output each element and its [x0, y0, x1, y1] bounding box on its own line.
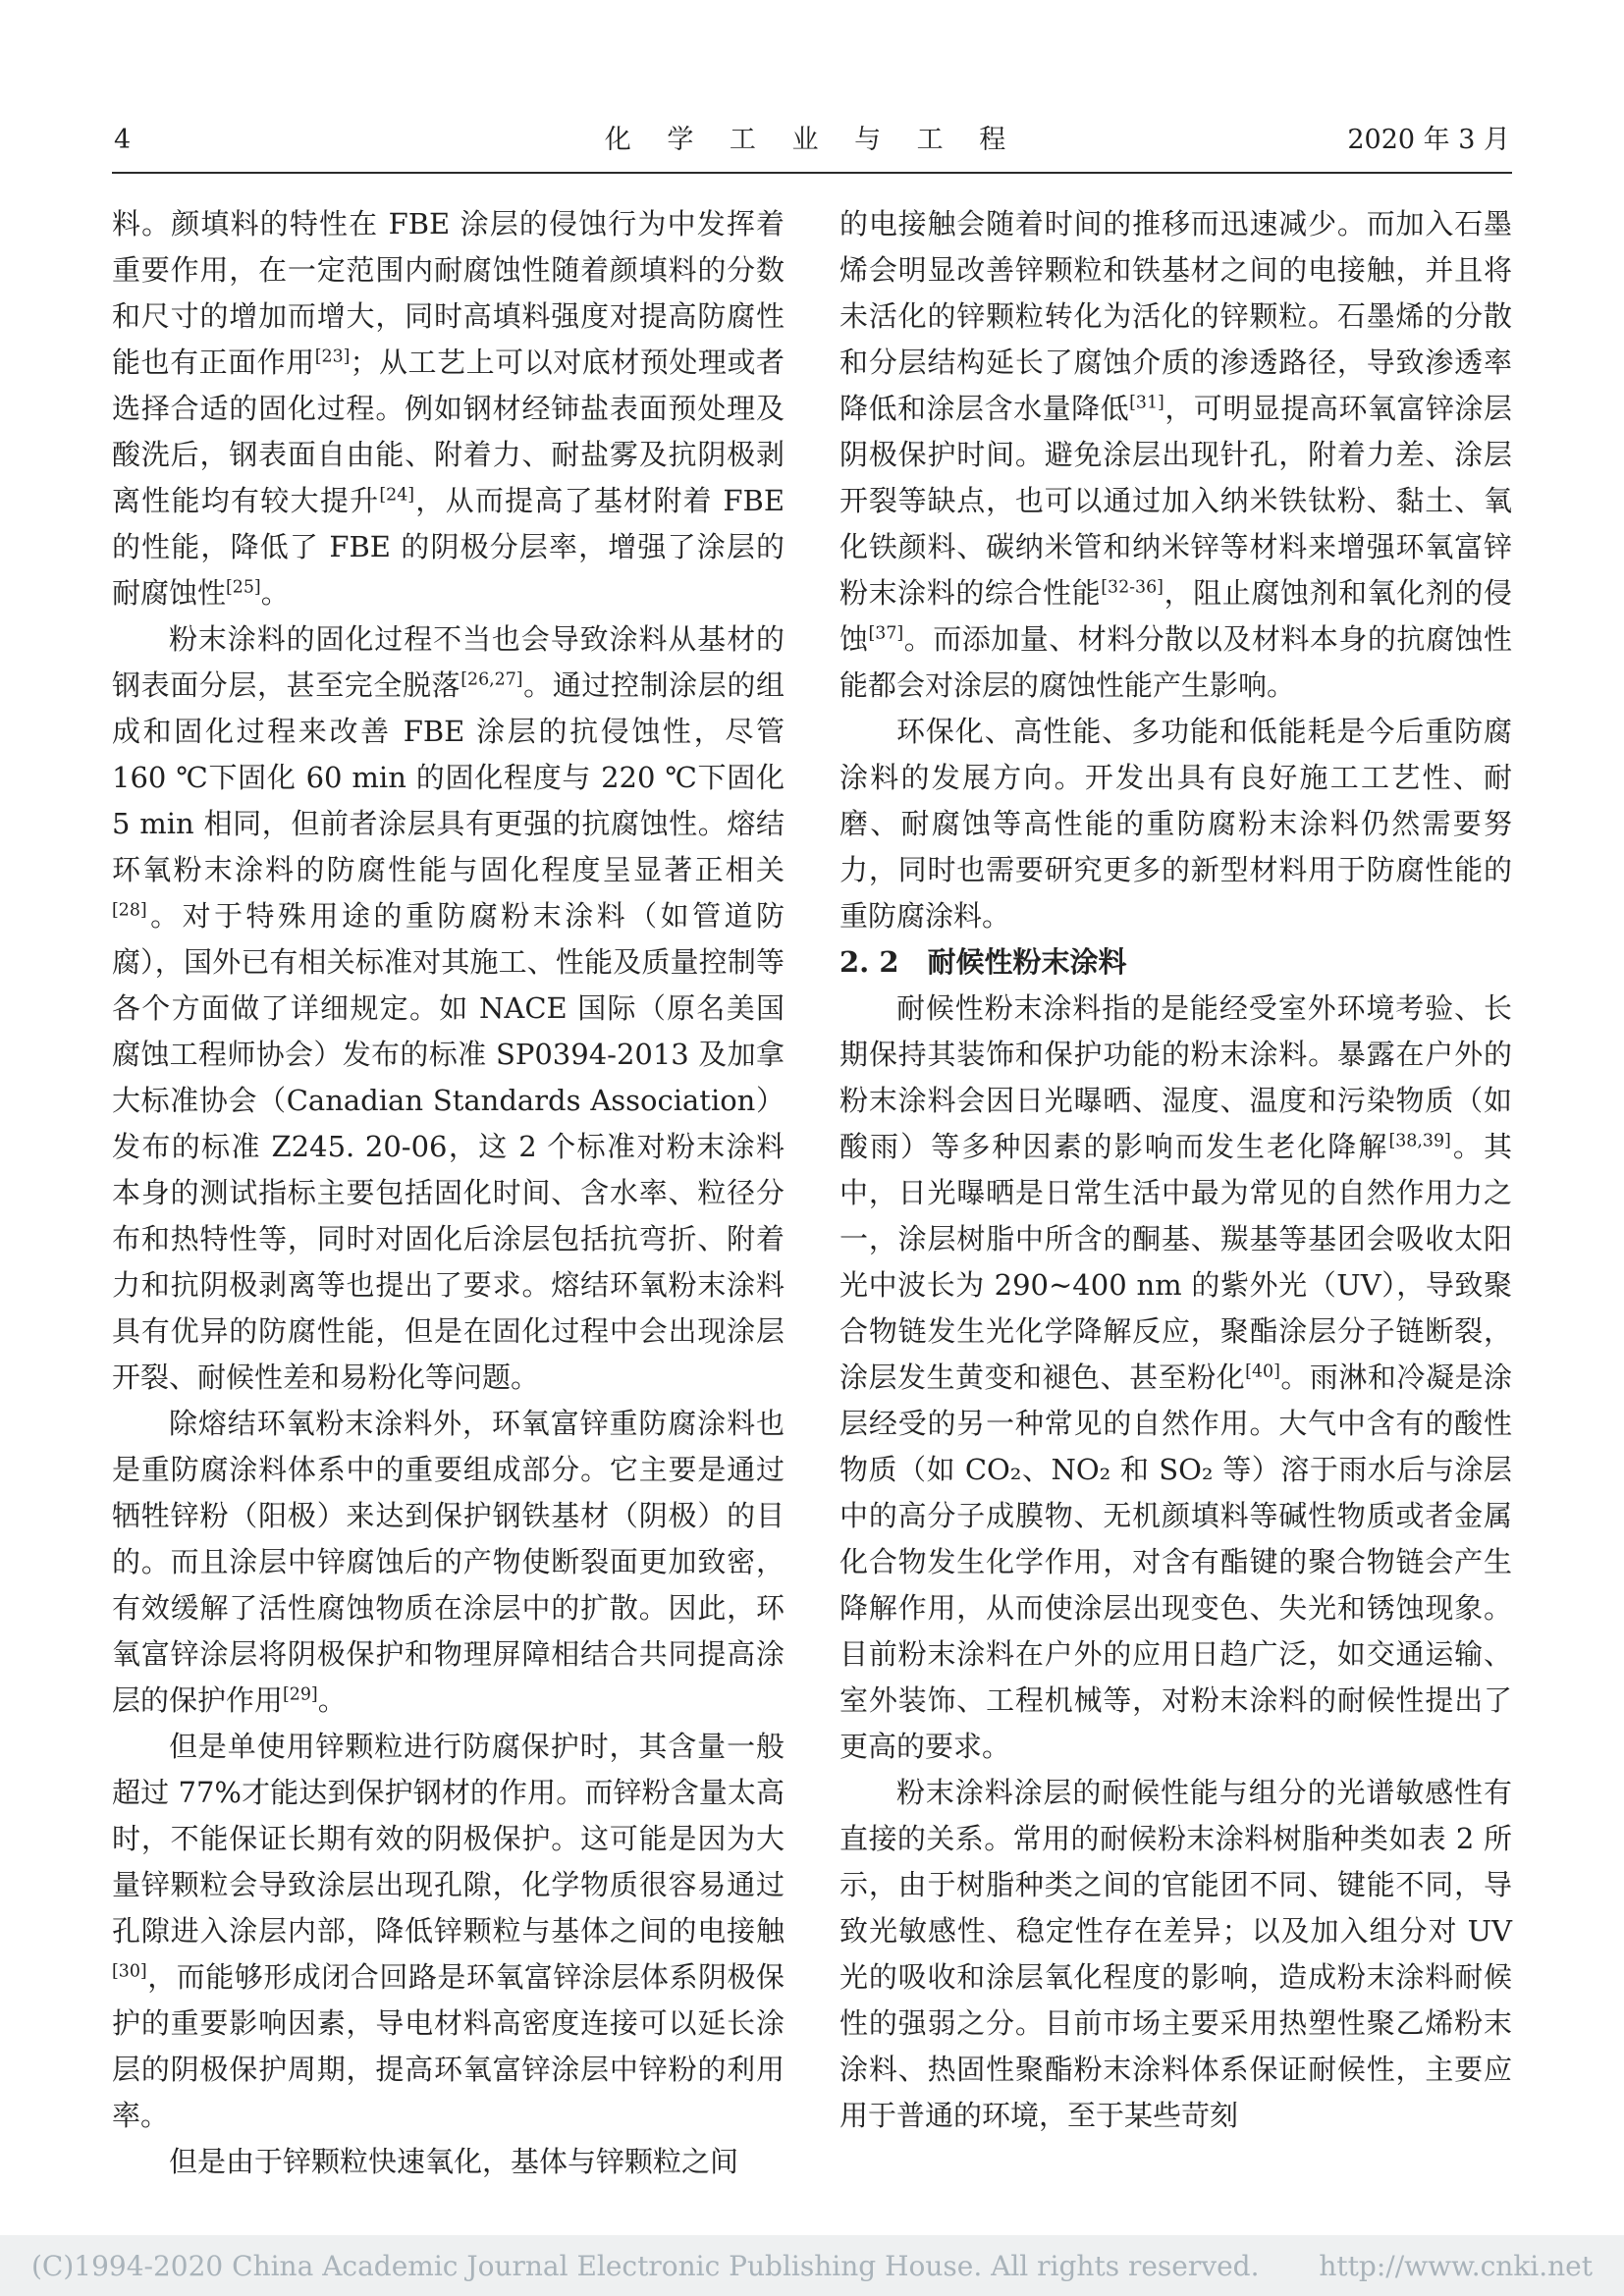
paragraph: 料。颜填料的特性在 FBE 涂层的侵蚀行为中发挥着重要作用，在一定范围内耐腐蚀性随着颜填料的分数和尺寸的增加而增大，同时高填料强度对提高防腐性能也有正面作用[23]；从工艺上可以对底材预处理或者选择合适的固化过程。例如钢材经铈盐表面预处理及酸洗后，钢表面自由能、附着力、耐盐雾及抗阴极剥离性能均有较大提升[24]，从而提高了基材附着 FBE 的性能，降低了 FBE 的阴极分层率，增强了涂层的耐腐蚀性[25]。 [112, 207, 785, 610]
page-number: 4 [114, 125, 132, 155]
reference-superscript: [25] [226, 577, 261, 598]
column-left [112, 201, 785, 2185]
reference-superscript: [31] [1129, 393, 1164, 413]
reference-superscript: [40] [1245, 1362, 1280, 1382]
reference-superscript: [38,39] [1388, 1131, 1451, 1151]
paragraph: 粉末涂料的固化过程不当也会导致涂料从基材的钢表面分层，甚至完全脱落[26,27]。通过控制涂层的组成和固化过程来改善 FBE 涂层的抗侵蚀性，尽管 160 ℃下固化 60 min 的固化程度与 220 ℃下固化 5 min 相同，但前者涂层具有更强的抗腐蚀性。熔结环氧粉末涂料的防腐性能与固化程度呈显著正相关[28]。对于特殊用途的重防腐粉末涂料（如管道防腐），国外已有相关标准对其施工、性能及质量控制等各个方面做了详细规定。如 NACE 国际（原名美国腐蚀工程师协会）发布的标准 SP0394-2013 及加拿大标准协会（Canadian Standards Association）发布的标准 Z245. 20-06，这 2 个标准对粉末涂料本身的测试指标主要包括固化时间、含水率、粒径分布和热特性等，同时对固化后涂层包括抗弯折、附着力和抗阴极剥离等也提出了要求。熔结环氧粉末涂料具有优异的防腐性能，但是在固化过程中会出现涂层开裂、耐候性差和易粉化等问题。 [112, 622, 785, 1394]
paragraph: 的电接触会随着时间的推移而迅速减少。而加入石墨烯会明显改善锌颗粒和铁基材之间的电接触，并且将未活化的锌颗粒转化为活化的锌颗粒。石墨烯的分散和分层结构延长了腐蚀介质的渗透路径，导致渗透率降低和涂层含水量降低[31]，可明显提高环氧富锌涂层阴极保护时间。避免涂层出现针孔，附着力差、涂层开裂等缺点，也可以通过加入纳米铁钛粉、黏土、氧化铁颜料、碳纳米管和纳米锌等材料来增强环氧富锌粉末涂料的综合性能[32-36]，阻止腐蚀剂和氧化剂的侵蚀[37]。而添加量、材料分散以及材料本身的抗腐蚀性能都会对涂层的腐蚀性能产生影响。 [839, 207, 1512, 702]
paragraph: 耐候性粉末涂料指的是能经受室外环境考验、长期保持其装饰和保护功能的粉末涂料。暴露在户外的粉末涂料会因日光曝晒、湿度、温度和污染物质（如酸雨）等多种因素的影响而发生老化降解[38,39]。其中，日光曝晒是日常生活中最为常见的自然作用力之一，涂层树脂中所含的酮基、羰基等基团会吸收太阳光中波长为 290~400 nm 的紫外光（UV），导致聚合物链发生光化学降解反应，聚酯涂层分子链断裂，涂层发生黄变和褪色、甚至粉化[40]。雨淋和冷凝是涂层经受的另一种常见的自然作用。大气中含有的酸性物质（如 CO₂、NO₂ 和 SO₂ 等）溶于雨水后与涂层中的高分子成膜物、无机颜填料等碱性物质或者金属化合物发生化学作用，对含有酯键的聚合物链会产生降解作用，从而使涂层出现变色、失光和锈蚀现象。目前粉末涂料在户外的应用日趋广泛，如交通运输、室外装饰、工程机械等，对粉末涂料的耐候性提出了更高的要求。 [839, 991, 1512, 1763]
header-rule [112, 172, 1512, 174]
section-heading: 2. 2 耐候性粉末涂料 [839, 945, 1127, 979]
paragraph: 环保化、高性能、多功能和低能耗是今后重防腐涂料的发展方向。开发出具有良好施工工艺性、耐磨、耐腐蚀等高性能的重防腐粉末涂料仍然需要努力，同时也需要研究更多的新型材料用于防腐性能的重防腐涂料。 [839, 715, 1512, 933]
column-right [839, 201, 1512, 2185]
copyright-text: (C)1994-2020 China Academic Journal Electronic Publishing House. All rights reserved. [31, 2249, 1260, 2282]
page-footer [0, 2235, 1624, 2296]
journal-title: 化 学 工 业 与 工 程 [604, 125, 1020, 155]
reference-superscript: [30] [112, 1961, 147, 1982]
reference-superscript: [32-36] [1101, 577, 1164, 598]
reference-superscript: [24] [379, 485, 415, 506]
reference-superscript: [29] [283, 1684, 318, 1705]
paragraph: 但是单使用锌颗粒进行防腐保护时，其含量一般超过 77%才能达到保护钢材的作用。而锌粉含量太高时，不能保证长期有效的阴极保护。这可能是因为大量锌颗粒会导致涂层出现孔隙，化学物质很容易通过孔隙进入涂层内部，降低锌颗粒与基体之间的电接触[30]，而能够形成闭合回路是环氧富锌涂层体系阴极保护的重要影响因素，导电材料高密度连接可以延长涂层的阴极保护周期，提高环氧富锌涂层中锌粉的利用率。 [112, 1730, 785, 2132]
reference-superscript: [26,27] [460, 669, 523, 690]
paragraph: 粉末涂料涂层的耐候性能与组分的光谱敏感性有直接的关系。常用的耐候粉末涂料树脂种类如表 2 所示，由于树脂种类之间的官能团不同、键能不同，导致光敏感性、稳定性存在差异；以及加入组分对 UV 光的吸收和涂层氧化程度的影响，造成粉末涂料耐候性的强弱之分。目前市场主要采用热塑性聚乙烯粉末涂料、热固性聚酯粉末涂料体系保证耐候性，主要应用于普通的环境，至于某些苛刻 [839, 1776, 1512, 2132]
paragraph: 除熔结环氧粉末涂料外，环氧富锌重防腐涂料也是重防腐涂料体系中的重要组成部分。它主要是通过牺牲锌粉（阳极）来达到保护钢铁基材（阴极）的目的。而且涂层中锌腐蚀后的产物使断裂面更加致密，有效缓解了活性腐蚀物质在涂层中的扩散。因此，环氧富锌涂层将阴极保护和物理屏障相结合共同提高涂层的保护作用[29]。 [112, 1407, 785, 1717]
reference-superscript: [23] [314, 347, 351, 367]
footer-url: http://www.cnki.net [1319, 2249, 1593, 2282]
reference-superscript: [28] [112, 900, 147, 921]
reference-superscript: [37] [868, 623, 904, 644]
page-header [112, 118, 1512, 172]
issue-date: 2020 年 3 月 [1347, 125, 1510, 155]
paragraph: 但是由于锌颗粒快速氧化，基体与锌颗粒之间 [169, 2145, 739, 2178]
article-body [112, 201, 1512, 2185]
